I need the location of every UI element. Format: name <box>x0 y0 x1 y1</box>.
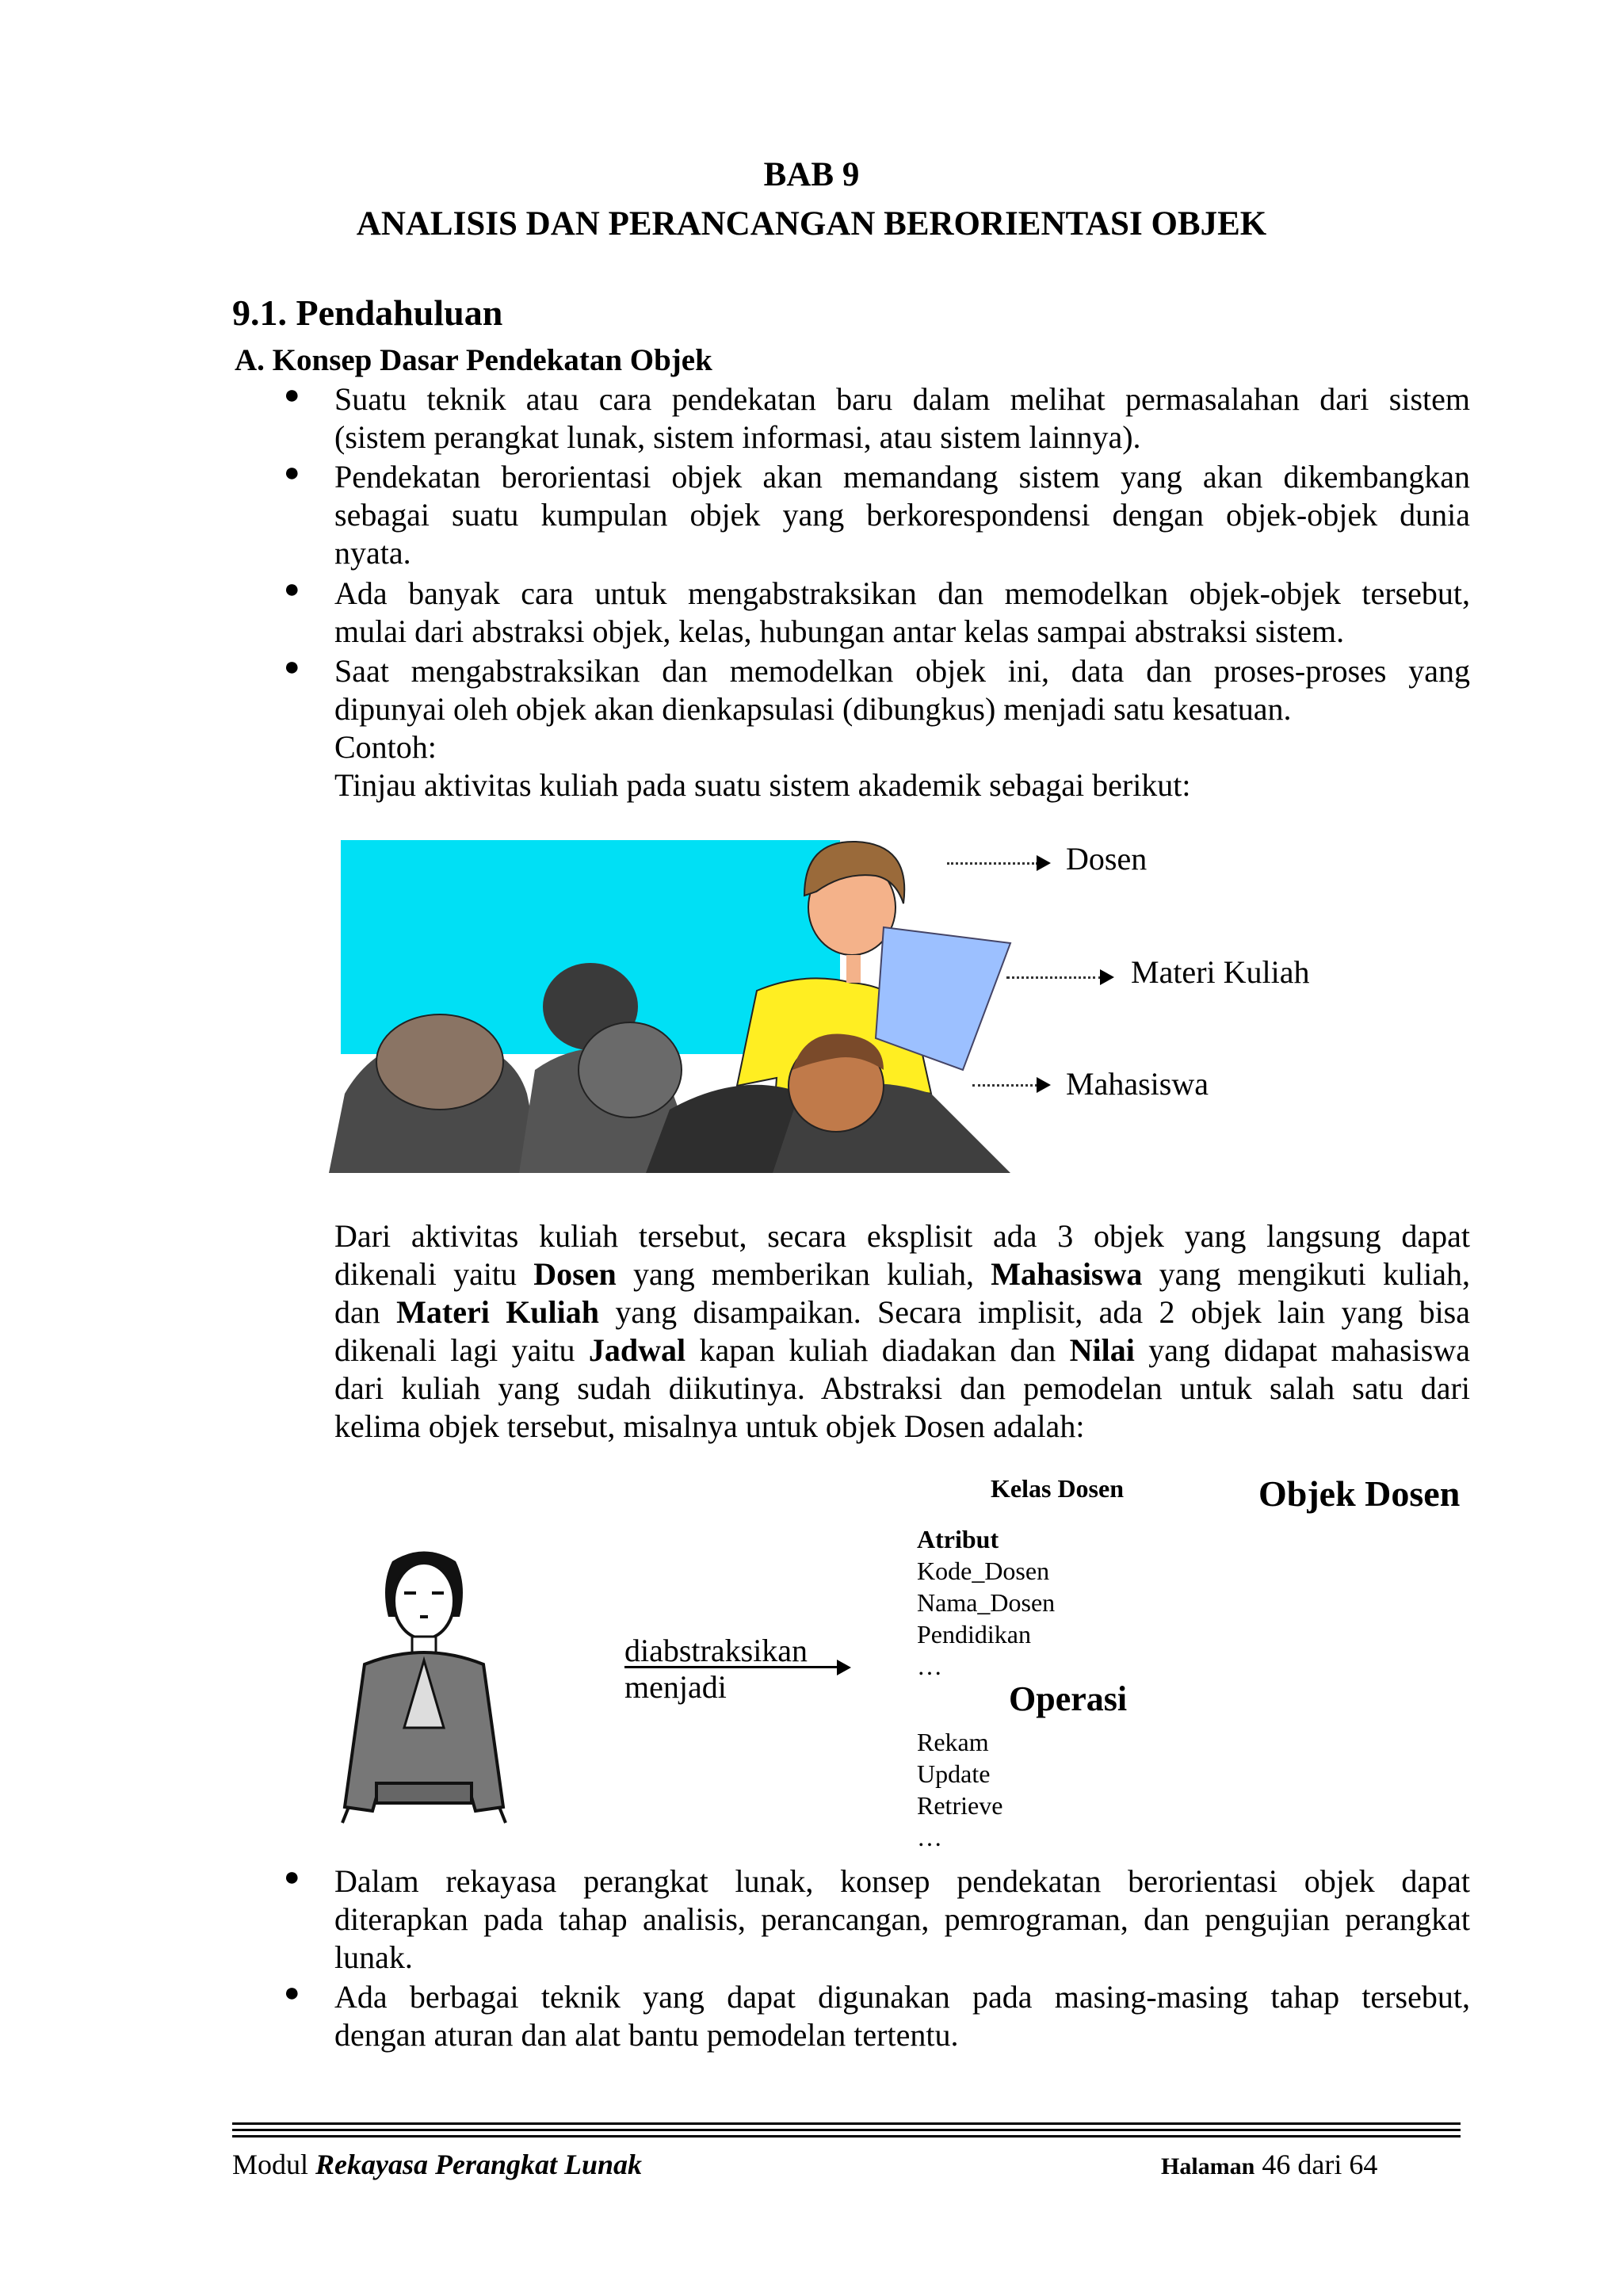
lecturer-neck <box>846 955 861 983</box>
chapter-number: BAB 9 <box>763 156 860 193</box>
text-line: dan Materi Kuliah yang disampaikan. Secara implisit, ada 2 objek lain yang bisa <box>334 1294 1470 1330</box>
attribute-item: Pendidikan <box>917 1620 1031 1648</box>
abstraction-figure <box>0 1458 1623 1855</box>
text-line: Suatu teknik atau cara pendekatan baru dalam melihat permasalahan dari sistem <box>334 381 1470 417</box>
object-title: Objek Dosen <box>1258 1473 1461 1514</box>
text-line: Pendekatan berorientasi objek akan memandang sistem yang akan dikembangkan <box>334 459 1470 495</box>
bullet-marker: ● <box>284 652 300 682</box>
abstraction-arrow-line <box>624 1666 838 1668</box>
operation-item: Update <box>917 1759 991 1788</box>
mahasiswa-pointer-line <box>972 1084 1037 1087</box>
materi-pointer-line <box>1006 976 1102 979</box>
bullet-marker: ● <box>284 458 300 487</box>
arrow-head-icon <box>1037 1077 1051 1093</box>
text-line: Ada berbagai teknik yang dapat digunakan pada masing-masing tahap tersebut, <box>334 1979 1470 2015</box>
class-title: Kelas Dosen <box>991 1474 1124 1503</box>
label-materi-kuliah: Materi Kuliah <box>1131 954 1310 990</box>
footer-module <box>232 2148 642 2181</box>
list-item <box>334 1862 1470 1977</box>
label-dosen: Dosen <box>1066 841 1148 877</box>
explanation-paragraph <box>334 1217 1470 1446</box>
classroom-figure <box>329 832 1359 1173</box>
list-item <box>334 575 1470 651</box>
footer-page-label: Halaman <box>1161 2153 1255 2179</box>
arrow-head-icon <box>837 1660 851 1675</box>
text-line: kelima objek tersebut, misalnya untuk objek Dosen adalah: <box>334 1408 1085 1444</box>
attribute-item: Nama_Dosen <box>917 1588 1056 1617</box>
text-line: lunak. <box>334 1939 413 1975</box>
classroom-illustration <box>329 832 1042 1173</box>
example-label: Contoh: <box>334 729 437 765</box>
list-item <box>334 380 1470 457</box>
footer-title: Rekayasa Perangkat Lunak <box>315 2149 643 2180</box>
text-line: dengan aturan dan alat bantu pemodelan tertentu. <box>334 2017 959 2053</box>
attribute-item: Kode_Dosen <box>917 1557 1050 1585</box>
footer-page-number: 46 dari 64 <box>1254 2149 1378 2180</box>
bullet-marker: ● <box>284 380 300 410</box>
arrow-head-icon <box>1100 969 1114 985</box>
arrow-caption <box>624 1633 808 1706</box>
text-line: nyata. <box>334 535 411 571</box>
operation-title: Operasi <box>1009 1679 1128 1718</box>
operation-item: Rekam <box>917 1728 989 1756</box>
bullet-marker: ● <box>284 575 300 604</box>
operation-item: … <box>917 1823 942 1851</box>
student-head-1 <box>376 1014 503 1110</box>
footer-page <box>1161 2148 1377 2181</box>
list-item <box>334 1978 1470 2054</box>
arrow-head-icon <box>1037 855 1051 871</box>
attribute-item: … <box>917 1652 942 1680</box>
example-intro: Tinjau aktivitas kuliah pada suatu sistem akademik sebagai berikut: <box>334 767 1191 803</box>
text-line: dikenali lagi yaitu Jadwal kapan kuliah diadakan dan Nilai yang didapat mahasiswa <box>334 1332 1470 1368</box>
arrow-text-2: menjadi <box>624 1669 727 1705</box>
text-line: Ada banyak cara untuk mengabstraksikan dan memodelkan objek-objek tersebut, <box>334 575 1470 611</box>
attribute-list <box>917 1523 1055 1682</box>
list-item <box>334 458 1470 572</box>
dosen-pointer-line <box>947 862 1038 865</box>
lecturer-figure-icon <box>333 1545 515 1835</box>
footer-rule-2 <box>232 2129 1461 2131</box>
label-mahasiswa: Mahasiswa <box>1066 1066 1209 1102</box>
text-line: Dalam rekayasa perangkat lunak, konsep pendekatan berorientasi objek dapat <box>334 1863 1470 1899</box>
attribute-header: Atribut <box>917 1525 999 1553</box>
footer-rule-3 <box>232 2135 1461 2137</box>
text-line: dari kuliah yang sudah diikutinya. Abstraksi dan pemodelan untuk salah satu dari <box>334 1370 1470 1406</box>
footer-prefix: Modul <box>232 2149 316 2180</box>
footer-rule-1 <box>232 2122 1461 2125</box>
chapter-title: ANALISIS DAN PERANCANGAN BERORIENTASI OBJEK <box>356 205 1267 243</box>
list-item <box>334 652 1470 804</box>
bullet-marker: ● <box>284 1862 300 1892</box>
text-line: dikenali yaitu Dosen yang memberikan kuliah, Mahasiswa yang mengikuti kuliah, <box>334 1256 1470 1292</box>
student-head-3 <box>579 1022 682 1117</box>
text-line: diterapkan pada tahap analisis, perancangan, pemrograman, dan pengujian perangkat <box>334 1901 1470 1937</box>
text-line: (sistem perangkat lunak, sistem informasi, atau sistem lainnya). <box>334 419 1141 455</box>
operation-list <box>917 1726 1002 1853</box>
text-line: sebagai suatu kumpulan objek yang berkorespondensi dengan objek-objek dunia <box>334 497 1470 533</box>
text-line: Saat mengabstraksikan dan memodelkan objek ini, data dan proses-proses yang <box>334 653 1470 689</box>
text-line: Dari aktivitas kuliah tersebut, secara eksplisit ada 3 objek yang langsung dapat <box>334 1218 1470 1254</box>
text-line: mulai dari abstraksi objek, kelas, hubungan antar kelas sampai abstraksi sistem. <box>334 613 1345 649</box>
operation-item: Retrieve <box>917 1791 1003 1820</box>
section-title: 9.1. Pendahuluan <box>232 292 503 333</box>
subsection-title: A. Konsep Dasar Pendekatan Objek <box>235 343 712 377</box>
arrow-text-1: diabstraksikan <box>624 1633 808 1668</box>
bullet-marker: ● <box>284 1978 300 2008</box>
text-line: dipunyai oleh objek akan dienkapsulasi (dibungkus) menjadi satu kesatuan. <box>334 691 1292 727</box>
